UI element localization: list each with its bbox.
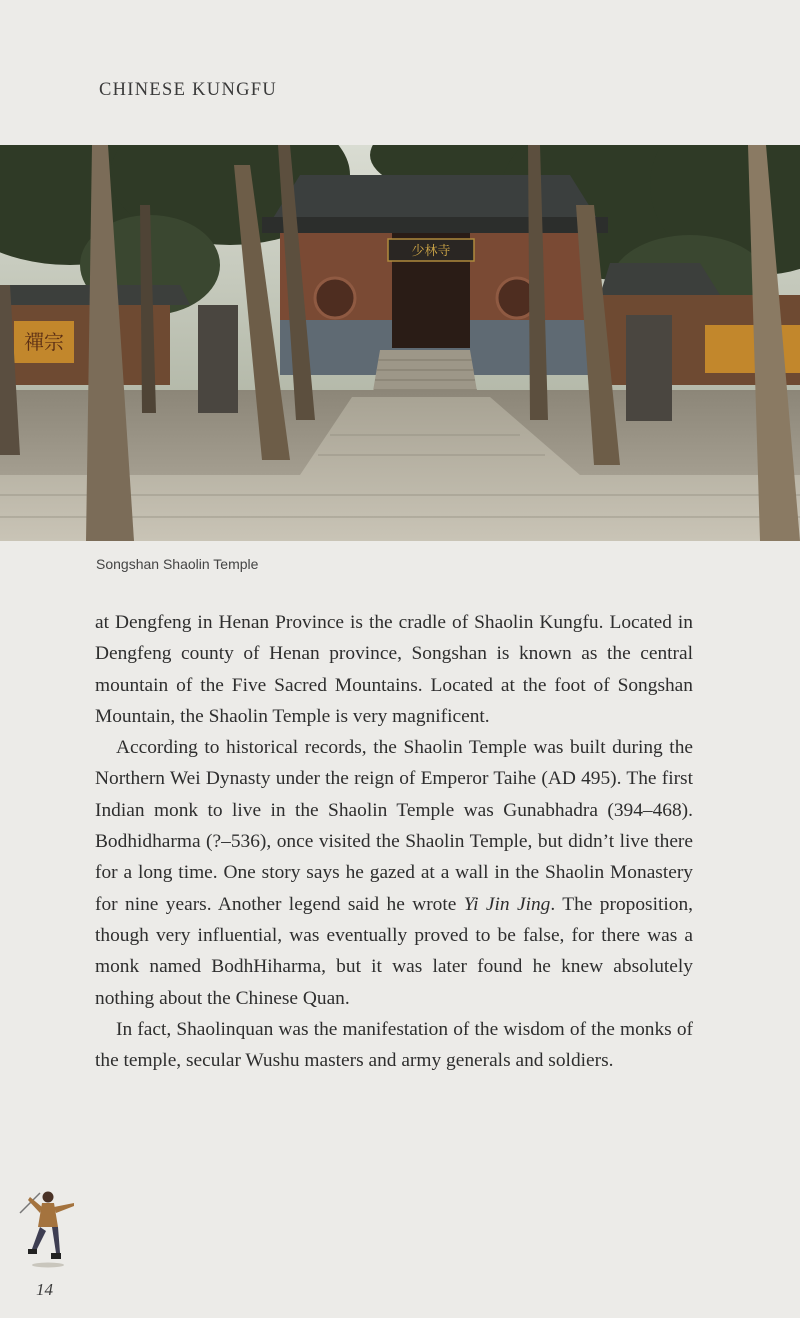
body-text: [95, 607, 693, 1076]
paragraph-2: According to historical records, the Shaolin Temple was built during the Northern Wei Dynasty under the reign of Emperor Taihe (AD 495). The first Indian monk to live in the Shaolin Temple was Gunabhadra (394–468). Bodhidharma (?–536), once visited the Shaolin Temple, but didn’t live there for a long time. One story says he gazed at a wall in the Shaolin Monastery for nine years. Another legend said he wrote Yi Jin Jing. The proposition, though very influential, was eventually proved to be false, for there was a monk named BodhHiharma, but it was later found he knew absolutely nothing about the Chinese Quan.: [95, 737, 693, 1009]
running-header: CHINESE KUNGFU: [99, 80, 278, 100]
kungfu-figure-illustration: [18, 1183, 82, 1271]
temple-photo: [0, 145, 800, 541]
paragraph-1: at Dengfeng in Henan Province is the cradle of Shaolin Kungfu. Located in Dengfeng county of Henan province, Songshan is known as the central mountain of the Five Sacred Mountains. Located at the foot of Songshan Mountain, the Shaolin Temple is very magnificent.: [95, 612, 693, 727]
left-sign-text: 禪宗: [24, 330, 64, 354]
plaque-text: 少林寺: [411, 244, 451, 259]
photo-caption: Songshan Shaolin Temple: [96, 556, 259, 572]
gate-hall: [262, 175, 608, 397]
page-number: 14: [36, 1280, 53, 1299]
paragraph-3: In fact, Shaolinquan was the manifestation of the wisdom of the monks of the temple, secular Wushu masters and army generals and soldiers.: [95, 1018, 693, 1072]
book-title: Yi Jin Jing: [463, 893, 551, 915]
